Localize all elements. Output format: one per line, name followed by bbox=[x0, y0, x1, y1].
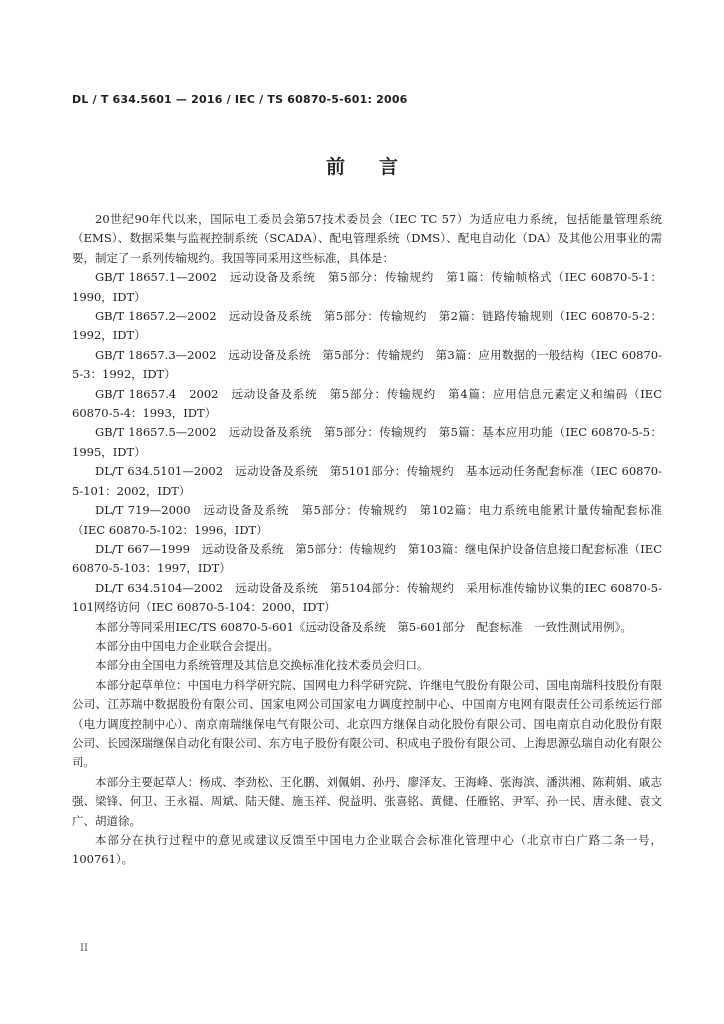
paragraph-feedback: 本部分在执行过程中的意见或建议反馈至中国电力企业联合会标准化管理中心（北京市白广路二条一号，100761）。 bbox=[72, 833, 662, 867]
paragraph-standard-gbt-18657-3: GB/T 18657.3—2002 远动设备及系统 第5部分：传输规约 第3篇：应用数据的一般结构（IEC 60870-5-3：1992，IDT） bbox=[72, 347, 662, 382]
paragraph-standard-dlt-667: DL/T 667—1999 远动设备及系统 第5部分：传输规约 第103篇：继电保护设备信息接口配套标准（IEC 60870-5-103：1997，IDT） bbox=[72, 541, 662, 576]
paragraph-proposer: 本部分由中国电力企业联合会提出。 bbox=[95, 638, 279, 653]
paragraph-standard-dlt-634-5104: DL/T 634.5104—2002 远动设备及系统 第5104部分：传输规约 采用标准传输协议集的IEC 60870-5-101网络访问（IEC 60870-5-104：2000，IDT） bbox=[72, 580, 662, 615]
paragraph-adoption: 本部分等同采用IEC/TS 60870-5-601《远动设备及系统 第5-601部分 配套标准 一致性测试用例》。 bbox=[95, 619, 632, 634]
paragraph-standard-dlt-634-5101: DL/T 634.5101—2002 远动设备及系统 第5101部分：传输规约 基本远动任务配套标准（IEC 60870-5-101：2002，IDT） bbox=[72, 464, 662, 498]
page-number: II bbox=[80, 943, 88, 954]
paragraph-drafters: 本部分主要起草人：杨成、李劲松、王化鹏、刘佩娟、孙丹、廖泽友、王海峰、张海滨、潘洪湘、陈莉娟、戚志强、梁锋、何卫、王永福、周斌、陆天健、施玉祥、倪益明、张喜铭、黄健、任雁铭、尹军、孙一民、唐永健、袁文广、胡道徐。 bbox=[72, 774, 662, 828]
paragraph-standard-gbt-18657-5: GB/T 18657.5—2002 远动设备及系统 第5部分：传输规约 第5篇：基本应用功能（IEC 60870-5-5：1995，IDT） bbox=[72, 425, 662, 459]
page-title: 前言 bbox=[325, 156, 432, 178]
paragraph-intro: 20世纪90年代以来，国际电工委员会第57技术委员会（IEC TC 57）为适应电力系统，包括能量管理系统（EMS）、数据采集与监视控制系统（SCADA）、配电管理系统（DMS）、配电自动化（DA）及其他公用事业的需要，制定了一系列传输规约。我国等同采用这些标准，具体是： bbox=[72, 212, 662, 265]
foreword-body bbox=[72, 210, 662, 870]
paragraph-centralized: 本部分由全国电力系统管理及其信息交换标准化技术委员会归口。 bbox=[95, 658, 429, 673]
paragraph-standard-gbt-18657-4: GB/T 18657.4 2002 远动设备及系统 第5部分：传输规约 第4篇：应用信息元素定义和编码（IEC 60870-5-4：1993，IDT） bbox=[72, 386, 662, 421]
paragraph-standard-gbt-18657-2: GB/T 18657.2—2002 远动设备及系统 第5部分：传输规约 第2篇：链路传输规则（IEC 60870-5-2：1992，IDT） bbox=[72, 309, 662, 343]
standard-code-header: DL / T 634.5601 — 2016 / IEC / TS 60870-5-601: 2006 bbox=[72, 93, 408, 106]
paragraph-standard-gbt-18657-1: GB/T 18657.1—2002 远动设备及系统 第5部分：传输规约 第1篇：传输帧格式（IEC 60870-5-1：1990，IDT） bbox=[72, 270, 662, 304]
paragraph-standard-dlt-719: DL/T 719—2000 远动设备及系统 第5部分：传输规约 第102篇：电力系统电能累计量传输配套标准（IEC 60870-5-102：1996，IDT） bbox=[72, 503, 662, 537]
paragraph-drafting-units: 本部分起草单位：中国电力科学研究院、国网电力科学研究院、许继电气股份有限公司、国电南瑞科技股份有限公司、江苏瑞中数据股份有限公司、国家电网公司国家电力调度控制中心、中国南方电网有限责任公司系统运行部（电力调度控制中心）、南京南瑞继保电气有限公司、北京四方继保自动化股份有限公司、国电南京自动化股份有限公司、长园深瑞继保自动化有限公司、东方电子股份有限公司、积成电子股份有限公司、上海思源弘瑞自动化有限公司。 bbox=[72, 677, 662, 770]
